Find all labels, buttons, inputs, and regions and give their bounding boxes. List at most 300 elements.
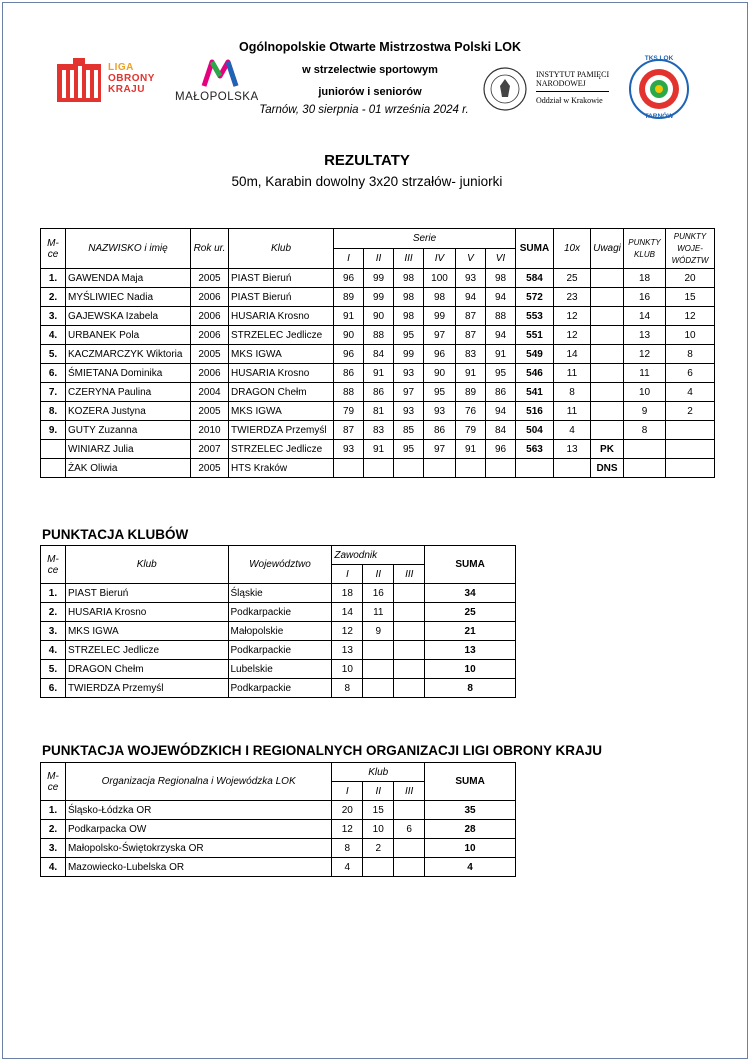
clubs-title: PUNKTACJA KLUBÓW [42,527,189,542]
row-place [41,459,66,478]
tks-top-text: TKS LOK [644,55,674,62]
club-row-sum: 8 [425,679,516,698]
club-row-woj: Podkarpackie [228,603,332,622]
col-name: NAZWISKO i imię [66,229,191,269]
row-name: MYŚLIWIEC Nadia [66,288,191,307]
row-name: ŚMIETANA Dominika [66,364,191,383]
club-row-place: 3. [41,622,66,641]
club-row-z-1: 13 [332,641,363,660]
row-year: 2006 [191,307,229,326]
row-series-2: 88 [364,326,394,345]
club-row-woj: Podkarpackie [228,641,332,660]
row-10x: 11 [554,402,591,421]
club-row-sum: 21 [425,622,516,641]
row-series-5: 91 [456,440,486,459]
row-notes [591,402,624,421]
row-points-club: 10 [624,383,666,402]
row-10x: 8 [554,383,591,402]
tks-bottom-text: TARNÓW [644,113,674,120]
lok-logo-text [108,62,155,95]
row-place: 7. [41,383,66,402]
row-club: STRZELEC Jedlicze [229,326,334,345]
col-series-4: IV [424,249,456,269]
row-series-3: 98 [394,269,424,288]
row-sum: 572 [516,288,554,307]
row-10x: 23 [554,288,591,307]
row-points-woj: 12 [666,307,715,326]
club-row-woj: Małopolskie [228,622,332,641]
region-row-k-2 [363,858,394,877]
club-row-z-1: 8 [332,679,363,698]
club-row-club: PIAST Bieruń [65,584,228,603]
club-row-sum: 34 [425,584,516,603]
table-row [41,858,516,877]
club-row-club: HUSARIA Krosno [65,603,228,622]
row-sum: 563 [516,440,554,459]
row-series-1: 93 [334,440,364,459]
row-year: 2007 [191,440,229,459]
regions-col-k-2: II [363,782,394,801]
row-series-2: 84 [364,345,394,364]
table-row [41,440,715,459]
row-notes [591,421,624,440]
row-series-2 [364,459,394,478]
club-row-z-3 [394,641,425,660]
row-10x: 13 [554,440,591,459]
row-sum: 553 [516,307,554,326]
clubs-col-club: Klub [65,546,228,584]
row-year: 2006 [191,288,229,307]
table-row [41,383,715,402]
tks-target-icon [628,58,690,120]
row-series-5: 87 [456,326,486,345]
row-points-club [624,459,666,478]
row-series-5: 94 [456,288,486,307]
col-points-woj: PUNKTY WOJE-WÓDZTW [666,229,715,269]
col-year: Rok ur. [191,229,229,269]
row-notes [591,288,624,307]
row-10x [554,459,591,478]
row-series-4: 99 [424,307,456,326]
row-series-4: 98 [424,288,456,307]
club-row-place: 5. [41,660,66,679]
row-series-2: 99 [364,269,394,288]
club-row-sum: 10 [425,660,516,679]
clubs-col-z-3: III [394,565,425,584]
row-series-1: 88 [334,383,364,402]
region-row-sum: 4 [425,858,516,877]
table-row [41,402,715,421]
club-row-place: 2. [41,603,66,622]
col-notes: Uwagi [591,229,624,269]
row-place: 3. [41,307,66,326]
row-series-4: 97 [424,326,456,345]
row-series-6: 84 [486,421,516,440]
row-place: 2. [41,288,66,307]
row-10x: 14 [554,345,591,364]
col-place: M-ce [41,229,66,269]
row-sum: 546 [516,364,554,383]
row-year: 2005 [191,269,229,288]
row-sum: 504 [516,421,554,440]
row-series-1: 87 [334,421,364,440]
page-title: REZULTATY [324,152,410,169]
row-series-5 [456,459,486,478]
row-name: CZERYNA Paulina [66,383,191,402]
regions-col-sum: SUMA [425,763,516,801]
row-year: 2004 [191,383,229,402]
table-row [41,269,715,288]
club-row-place: 4. [41,641,66,660]
clubs-table [40,545,516,698]
row-series-4: 93 [424,402,456,421]
logo-text-kraju: KRAJU [108,84,145,95]
row-series-5: 91 [456,364,486,383]
club-row-place: 6. [41,679,66,698]
region-row-place: 1. [41,801,66,820]
table-row [41,326,715,345]
row-place: 5. [41,345,66,364]
row-series-4 [424,459,456,478]
region-row-k-1: 8 [332,839,363,858]
header-line3: juniorów i seniorów [318,86,422,98]
table-row [41,801,516,820]
regions-col-place: M-ce [41,763,66,801]
region-row-k-2: 10 [363,820,394,839]
region-row-org: Mazowiecko-Lubelska OR [65,858,331,877]
row-name: GUTY Zuzanna [66,421,191,440]
col-series-6: VI [486,249,516,269]
col-series-2: II [364,249,394,269]
row-points-club: 16 [624,288,666,307]
row-series-6: 98 [486,269,516,288]
col-series-1: I [334,249,364,269]
row-series-6: 95 [486,364,516,383]
row-notes [591,269,624,288]
row-points-woj: 10 [666,326,715,345]
regions-col-k-1: I [332,782,363,801]
region-row-k-3 [394,858,425,877]
col-points-club: PUNKTY KLUB [624,229,666,269]
col-club: Klub [229,229,334,269]
row-year: 2005 [191,459,229,478]
col-series: Serie [334,229,516,249]
row-club: HUSARIA Krosno [229,364,334,383]
row-series-2: 91 [364,440,394,459]
region-row-sum: 28 [425,820,516,839]
row-place: 6. [41,364,66,383]
region-row-k-1: 20 [332,801,363,820]
club-row-club: STRZELEC Jedlicze [65,641,228,660]
row-series-1: 91 [334,307,364,326]
club-row-z-1: 14 [332,603,363,622]
row-series-1: 96 [334,269,364,288]
clubs-col-place: M-ce [41,546,66,584]
row-series-2: 99 [364,288,394,307]
region-row-org: Śląsko-Łódzka OR [65,801,331,820]
row-points-woj: 8 [666,345,715,364]
row-points-club: 18 [624,269,666,288]
regions-title: PUNKTACJA WOJEWÓDZKICH I REGIONALNYCH ORGANIZACJI LIGI OBRONY KRAJU [42,743,603,758]
region-row-k-3 [394,801,425,820]
row-series-1: 90 [334,326,364,345]
row-series-5: 87 [456,307,486,326]
regions-col-k-3: III [394,782,425,801]
row-name: KOZERA Justyna [66,402,191,421]
header-line2: w strzelectwie sportowym [302,64,438,76]
row-club: PIAST Bieruń [229,269,334,288]
club-row-z-3 [394,584,425,603]
row-points-woj [666,459,715,478]
clubs-col-zawodnik: Zawodnik [332,546,394,565]
region-row-k-1: 12 [332,820,363,839]
table-row [41,421,715,440]
row-points-club: 8 [624,421,666,440]
clubs-col-z-2: II [363,565,394,584]
club-row-z-1: 10 [332,660,363,679]
page-subtitle: 50m, Karabin dowolny 3x20 strzałów- juniorki [231,174,503,189]
row-series-6: 96 [486,440,516,459]
region-row-place: 3. [41,839,66,858]
row-notes: PK [591,440,624,459]
row-series-6: 94 [486,326,516,345]
row-club: DRAGON Chełm [229,383,334,402]
club-row-woj: Lubelskie [228,660,332,679]
row-10x: 12 [554,307,591,326]
row-series-2: 86 [364,383,394,402]
col-series-3: III [394,249,424,269]
row-notes: DNS [591,459,624,478]
region-row-org: Małopolsko-Świętokrzyska OR [65,839,331,858]
row-series-2: 81 [364,402,394,421]
table-row [41,641,516,660]
club-row-z-3 [394,679,425,698]
row-name: ŻAK Oliwia [66,459,191,478]
row-series-1 [334,459,364,478]
row-series-3: 93 [394,402,424,421]
row-series-5: 83 [456,345,486,364]
club-row-z-2: 11 [363,603,394,622]
row-year: 2005 [191,345,229,364]
row-place: 1. [41,269,66,288]
row-notes [591,345,624,364]
club-row-z-1: 18 [332,584,363,603]
row-notes [591,383,624,402]
table-row [41,364,715,383]
region-row-place: 4. [41,858,66,877]
row-series-2: 91 [364,364,394,383]
table-row [41,307,715,326]
row-series-6: 88 [486,307,516,326]
row-points-club: 11 [624,364,666,383]
ipn-line1: INSTYTUT PAMIĘCI [536,70,610,79]
club-row-z-2 [363,679,394,698]
club-row-z-2 [363,660,394,679]
club-row-z-2: 16 [363,584,394,603]
row-place: 9. [41,421,66,440]
table-row [41,622,516,641]
row-points-woj [666,440,715,459]
row-notes [591,326,624,345]
results-table [40,228,715,478]
row-year: 2006 [191,364,229,383]
row-name: KACZMARCZYK Wiktoria [66,345,191,364]
row-series-5: 79 [456,421,486,440]
club-row-z-1: 12 [332,622,363,641]
row-sum: 584 [516,269,554,288]
row-year: 2006 [191,326,229,345]
row-club: HUSARIA Krosno [229,307,334,326]
row-series-1: 79 [334,402,364,421]
row-name: GAWENDA Maja [66,269,191,288]
row-place [41,440,66,459]
row-club: HTS Kraków [229,459,334,478]
row-10x: 4 [554,421,591,440]
lok-logo [55,56,103,109]
row-series-3: 85 [394,421,424,440]
row-points-club [624,440,666,459]
row-place: 4. [41,326,66,345]
row-series-4: 97 [424,440,456,459]
row-points-woj [666,421,715,440]
row-club: PIAST Bieruń [229,288,334,307]
row-series-3: 98 [394,307,424,326]
row-series-2: 90 [364,307,394,326]
row-points-woj: 6 [666,364,715,383]
row-points-club: 14 [624,307,666,326]
club-row-woj: Podkarpackie [228,679,332,698]
logo-text-obrony: OBRONY [108,73,155,84]
region-row-sum: 35 [425,801,516,820]
malopolska-text: MAŁOPOLSKA [175,91,259,103]
table-row [41,345,715,364]
regions-col-klub: Klub [332,763,425,782]
region-row-k-1: 4 [332,858,363,877]
row-club: MKS IGWA [229,402,334,421]
club-row-z-3 [394,622,425,641]
row-points-woj: 4 [666,383,715,402]
row-points-woj: 15 [666,288,715,307]
row-series-2: 83 [364,421,394,440]
col-sum: SUMA [516,229,554,269]
row-series-5: 89 [456,383,486,402]
col-series-5: V [456,249,486,269]
row-club: MKS IGWA [229,345,334,364]
row-series-3: 98 [394,288,424,307]
club-row-z-2: 9 [363,622,394,641]
row-sum: 516 [516,402,554,421]
row-series-4: 96 [424,345,456,364]
row-name: GAJEWSKA Izabela [66,307,191,326]
header-line1: Ogólnopolskie Otwarte Mistrzostwa Polski LOK [239,40,521,54]
table-row [41,584,516,603]
row-series-5: 93 [456,269,486,288]
club-row-z-3 [394,660,425,679]
region-row-org: Podkarpacka OW [65,820,331,839]
clubs-col-z-1: I [332,565,363,584]
region-row-sum: 10 [425,839,516,858]
row-series-4: 86 [424,421,456,440]
row-name: URBANEK Pola [66,326,191,345]
logo-text-liga: LIGA [108,62,134,73]
clubs-col-sum: SUMA [425,546,516,584]
row-series-1: 96 [334,345,364,364]
row-series-3 [394,459,424,478]
row-series-3: 93 [394,364,424,383]
club-row-woj: Śląskie [228,584,332,603]
club-row-sum: 25 [425,603,516,622]
club-row-club: TWIERDZA Przemyśl [65,679,228,698]
row-series-3: 95 [394,440,424,459]
row-series-4: 100 [424,269,456,288]
row-series-6: 91 [486,345,516,364]
row-10x: 12 [554,326,591,345]
row-points-woj: 20 [666,269,715,288]
row-place: 8. [41,402,66,421]
table-row [41,660,516,679]
row-club: STRZELEC Jedlicze [229,440,334,459]
col-10x: 10x [554,229,591,269]
region-row-k-3: 6 [394,820,425,839]
table-row [41,679,516,698]
club-row-z-3 [394,603,425,622]
row-series-1: 86 [334,364,364,383]
row-year: 2005 [191,402,229,421]
row-10x: 25 [554,269,591,288]
club-row-club: DRAGON Chełm [65,660,228,679]
row-series-6: 94 [486,288,516,307]
row-sum [516,459,554,478]
ipn-line2: NARODOWEJ [536,79,586,88]
lok-emblem-icon [55,56,103,104]
table-row [41,820,516,839]
region-row-k-2: 2 [363,839,394,858]
row-series-1: 89 [334,288,364,307]
ipn-text [536,70,609,105]
row-sum: 541 [516,383,554,402]
row-club: TWIERDZA Przemyśl [229,421,334,440]
region-row-k-2: 15 [363,801,394,820]
table-row [41,603,516,622]
regions-col-org: Organizacja Regionalna i Wojewódzka LOK [65,763,331,801]
row-series-3: 99 [394,345,424,364]
club-row-sum: 13 [425,641,516,660]
club-row-club: MKS IGWA [65,622,228,641]
header-line4: Tarnów, 30 sierpnia - 01 września 2024 r. [259,104,469,116]
row-10x: 11 [554,364,591,383]
row-points-club: 12 [624,345,666,364]
region-row-place: 2. [41,820,66,839]
row-sum: 551 [516,326,554,345]
regions-table [40,762,516,877]
clubs-col-woj: Województwo [228,546,332,584]
club-row-place: 1. [41,584,66,603]
row-name: WINIARZ Julia [66,440,191,459]
row-year: 2010 [191,421,229,440]
row-series-3: 97 [394,383,424,402]
row-series-6: 86 [486,383,516,402]
row-sum: 549 [516,345,554,364]
row-series-5: 76 [456,402,486,421]
row-series-4: 90 [424,364,456,383]
row-series-6 [486,459,516,478]
row-series-6: 94 [486,402,516,421]
row-points-woj: 2 [666,402,715,421]
club-row-z-2 [363,641,394,660]
row-notes [591,364,624,383]
row-series-3: 95 [394,326,424,345]
row-series-4: 95 [424,383,456,402]
